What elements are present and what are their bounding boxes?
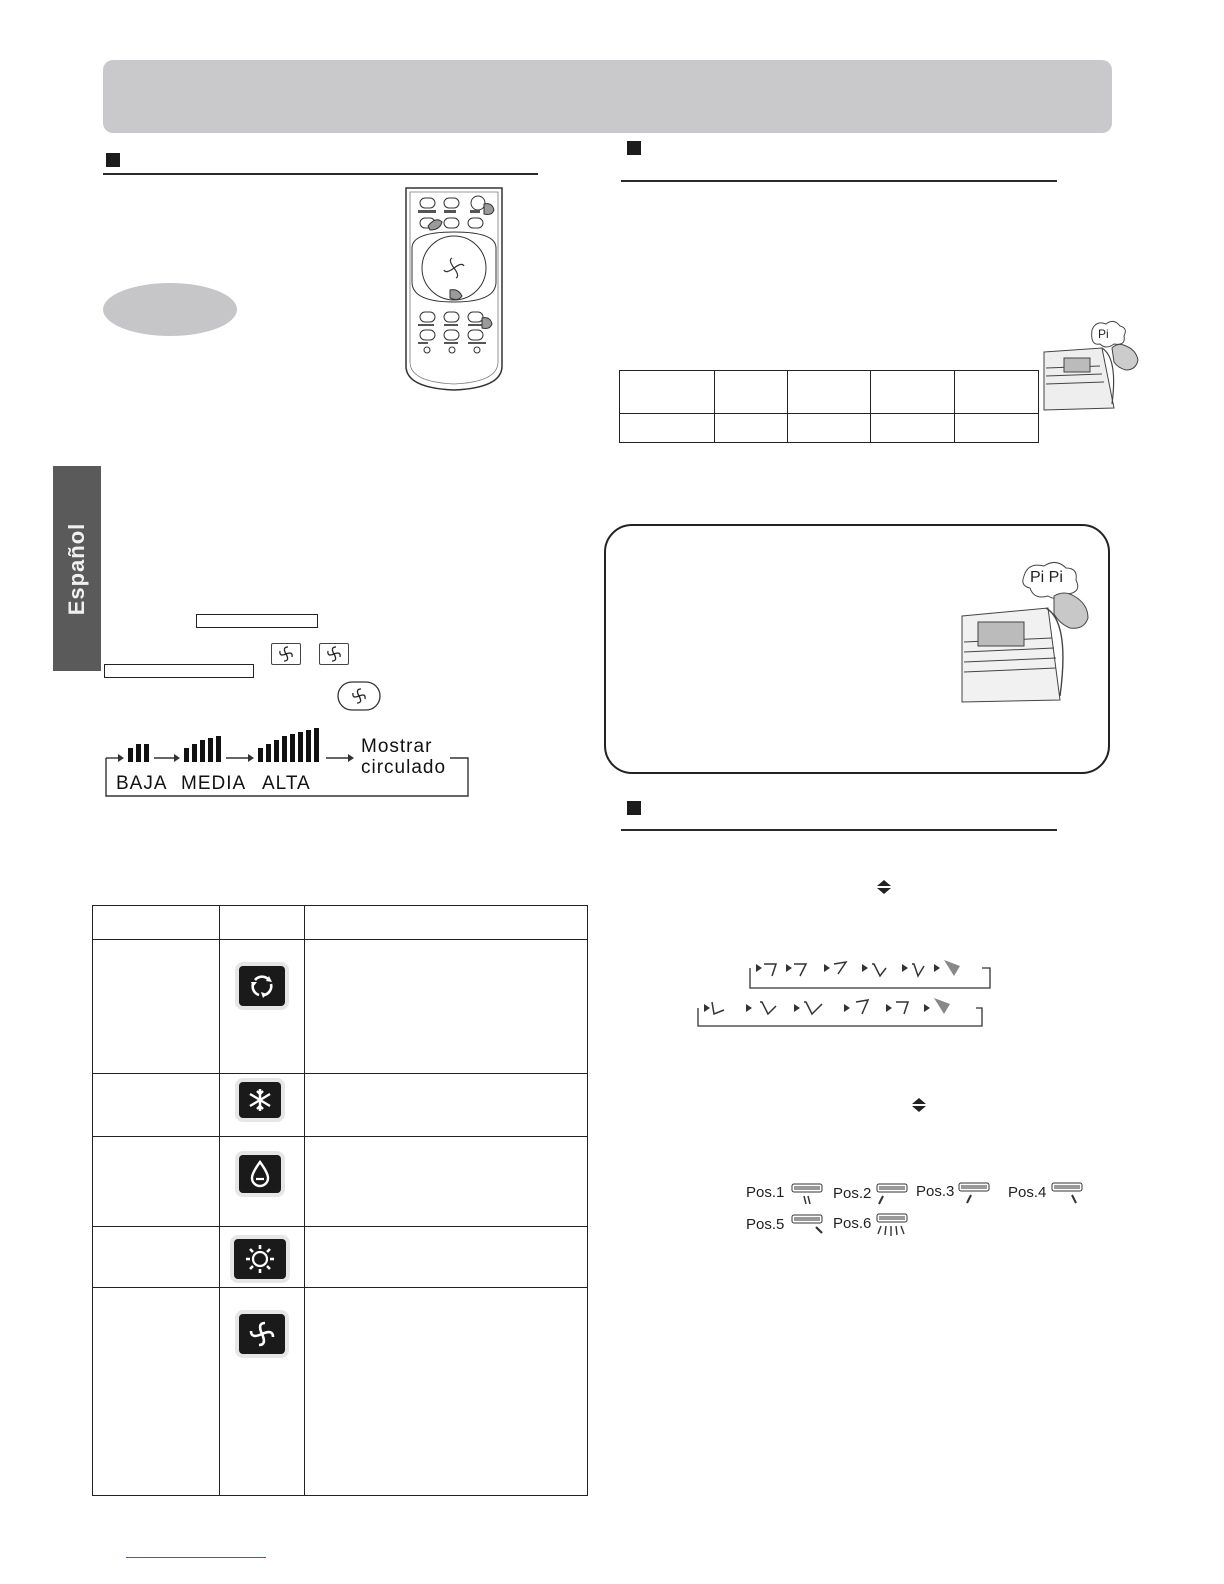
mode-table-cell [305, 1227, 588, 1288]
indoor-unit-double-beep-illustration [958, 556, 1096, 704]
mode-table [92, 905, 588, 1496]
louver-position-label-6: Pos.6 [833, 1215, 872, 1232]
mode-table-cell [93, 1288, 220, 1496]
signal-bubble-single: Pi [1098, 327, 1109, 341]
mode-table-header-cell [305, 906, 588, 940]
language-side-tab [53, 466, 101, 671]
fan-speed-end-label-line2: circulado [361, 757, 447, 778]
mode-table-header-row [93, 906, 588, 940]
mode-table-cell [93, 940, 220, 1074]
louver-position-3-icon [957, 1181, 991, 1207]
boxed-text-placeholder-1 [196, 614, 318, 628]
louver-position-label-3: Pos.3 [916, 1183, 955, 1200]
mode-table-row [93, 1137, 588, 1227]
boxed-text-placeholder-2 [104, 664, 254, 678]
section-marker-right-top [627, 141, 641, 155]
section-rule-left [103, 173, 538, 175]
mode-oval-label [103, 283, 237, 336]
louver-position-4-icon [1050, 1181, 1084, 1207]
mode-table-row [93, 940, 588, 1074]
sun-icon [234, 1239, 286, 1279]
page-header-bar [103, 60, 1112, 133]
mode-table-icon-cell [220, 940, 305, 1074]
fan-speed-high-label: ALTA [262, 773, 311, 794]
fan-icon [271, 643, 301, 665]
fan-speed-button-icon [337, 681, 381, 711]
fan-speed-medium-label: MEDIA [181, 773, 247, 794]
mode-table-cell [93, 1227, 220, 1288]
louver-position-label-2: Pos.2 [833, 1185, 872, 1202]
section-marker-left [106, 153, 120, 167]
timer-table-cell [620, 414, 715, 443]
louver-swing-cycle-diagram [696, 956, 994, 1028]
mode-table-cell [305, 1074, 588, 1137]
swing-updown-icon [911, 1097, 927, 1113]
signal-bubble-double: Pi Pi [1030, 569, 1063, 586]
timer-table-cell [955, 414, 1039, 443]
mode-table-cell [305, 1288, 588, 1496]
fan-icon [319, 643, 349, 665]
section-marker-right-bottom [627, 801, 641, 815]
mode-table-icon-cell [220, 1288, 305, 1496]
mode-table-cell [93, 1137, 220, 1227]
mode-table-cell [305, 1137, 588, 1227]
louver-position-2-icon [875, 1182, 909, 1208]
footer-link-underline [126, 1557, 266, 1558]
language-side-tab-label: Español [64, 522, 89, 615]
louver-position-5-icon [790, 1213, 826, 1239]
louver-position-label-5: Pos.5 [746, 1216, 785, 1233]
auto-cycle-icon [239, 966, 285, 1006]
louver-position-6-icon [875, 1212, 911, 1240]
snowflake-icon [239, 1082, 281, 1118]
mode-table-icon-cell [220, 1137, 305, 1227]
remote-control-illustration [398, 186, 510, 392]
timer-table-cell [715, 371, 788, 414]
timer-table-cell [788, 414, 871, 443]
mode-table-cell [305, 940, 588, 1074]
timer-table-cell [715, 414, 788, 443]
timer-table [619, 370, 1039, 443]
section-rule-right-bottom [621, 829, 1057, 831]
timer-table-row [620, 414, 1039, 443]
mode-table-row [93, 1288, 588, 1496]
fan-speed-end-label [361, 736, 446, 778]
section-rule-right-top [621, 180, 1057, 182]
mode-table-icon-cell [220, 1074, 305, 1137]
timer-table-header-row [620, 371, 1039, 414]
water-drop-icon [239, 1155, 281, 1193]
timer-table-cell [620, 371, 715, 414]
mode-table-cell [93, 1074, 220, 1137]
mode-table-row [93, 1074, 588, 1137]
louver-position-label-4: Pos.4 [1008, 1184, 1047, 1201]
timer-table-cell [788, 371, 871, 414]
timer-table-cell [955, 371, 1039, 414]
fan-speed-low-label: BAJA [116, 773, 168, 794]
timer-table-cell [871, 371, 955, 414]
fan-icon [239, 1314, 285, 1354]
fan-speed-end-label-line1: Mostrar [361, 736, 433, 757]
timer-table-cell [871, 414, 955, 443]
mode-table-row [93, 1227, 588, 1288]
mode-table-header-cell [220, 906, 305, 940]
louver-position-label-1: Pos.1 [746, 1184, 785, 1201]
mode-table-icon-cell [220, 1227, 305, 1288]
swing-updown-icon [876, 879, 892, 895]
indoor-unit-button-illustration [1042, 318, 1146, 412]
louver-position-1-icon [790, 1182, 824, 1208]
mode-table-header-cell [93, 906, 220, 940]
